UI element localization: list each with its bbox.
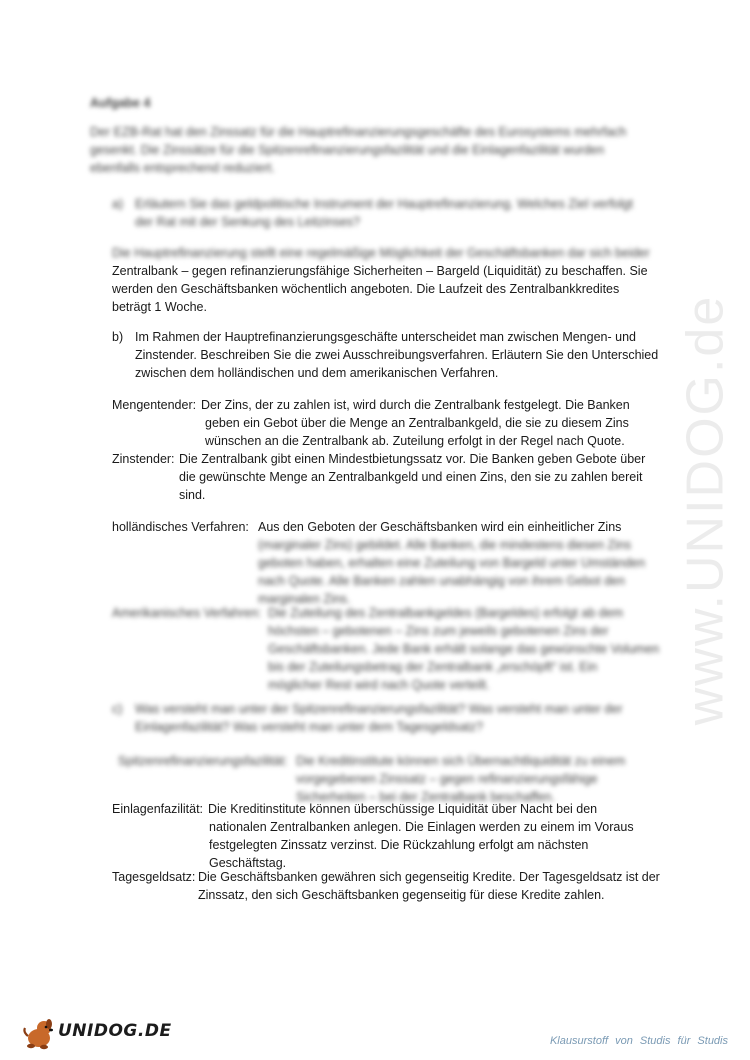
answer-line: Zentralbank – gegen refinanzierungsfähige Sicherheiten – Bargeld (Liquidität) zu beschaffen. Sie <box>112 264 648 278</box>
watermark <box>660 270 750 750</box>
answer-line: beträgt 1 Woche. <box>112 300 207 314</box>
question-line: zwischen dem holländischen und dem amerikanischen Verfahren. <box>135 366 499 380</box>
intro-line: ebenfalls entsprechend reduziert. <box>90 161 275 175</box>
task-title: Aufgabe 4 <box>90 96 151 110</box>
footer-tagline: Klausurstoff von Studis für Studis <box>549 1035 728 1047</box>
question-marker: c) <box>112 702 123 716</box>
definition-line: nach Quote. Alle Banken zahlen unabhängig von ihrem Gebot den <box>258 574 625 588</box>
intro-line: Der EZB-Rat hat den Zinssatz für die Hauptrefinanzierungsgeschäfte des Eurosystems mehrfach <box>90 125 627 139</box>
definition-line: Die Zuteilung des Zentralbankgeldes (Bargeldes) erfolgt ab dem <box>268 606 624 620</box>
dog-mascot-icon <box>22 1016 58 1052</box>
term-label: Amerikanisches Verfahren: <box>112 606 262 620</box>
definition-line: möglicher Rest wird nach Quote verteilt. <box>268 678 490 692</box>
term-label: Spitzenrefinanzierungsfazilität: <box>118 754 288 768</box>
term-label: Mengentender: <box>112 398 197 412</box>
definition-line: Die Zentralbank gibt einen Mindestbietungssatz vor. Die Banken geben Gebote über <box>179 452 646 466</box>
definition-line: Zinssatz, den sich Geschäftsbanken gegenseitig für diese Kredite zahlen. <box>198 888 605 902</box>
definition-line: Die Geschäftsbanken gewähren sich gegenseitig Kredite. Der Tagesgeldsatz ist der <box>198 870 660 884</box>
term-label: Zinstender: <box>112 452 175 466</box>
question-line: Einlagenfazilität? Was versteht man unter dem Tagesgeldsatz? <box>135 720 484 734</box>
term-label: holländisches Verfahren: <box>112 520 249 534</box>
definition-line: marginalen Zins. <box>258 592 351 606</box>
definition-line: Der Zins, der zu zahlen ist, wird durch die Zentralbank festgelegt. Die Banken <box>201 398 630 412</box>
definition-line: vorgegebenen Zinssatz – gegen refinanzierungsfähige <box>296 772 598 786</box>
definition-line: (marginaler Zins) gebildet. Alle Banken, die mindestens diesen Zins <box>258 538 632 552</box>
definition-line: Die Kreditinstitute können überschüssige Liquidität über Nacht bei den <box>208 802 598 816</box>
definition-line: Aus den Geboten der Geschäftsbanken wird ein einheitlicher Zins <box>258 520 622 534</box>
definition-line: geben ein Gebot über die Menge an Zentralbankgeld, die sie zu diesem Zins <box>205 416 629 430</box>
answer-line: Die Hauptrefinanzierung stellt eine regelmäßige Möglichkeit der Geschäftsbanken dar sich beider <box>112 246 650 260</box>
intro-line: gesenkt. Die Zinssätze für die Spitzenrefinanzierungsfazilität und die Einlagenfazilität wurden <box>90 143 605 157</box>
question-line: der Rat mit der Senkung des Leitzinses? <box>135 215 361 229</box>
logo-text: UNIDOG.DE <box>58 1021 172 1041</box>
question-marker: a) <box>112 197 124 211</box>
definition-line: Die Kreditinstitute können sich Übernachtliquidität zu einem <box>296 754 626 768</box>
unidog-logo <box>22 1016 172 1052</box>
question-line: Was versteht man unter der Spitzenrefinanzierungsfazilität? Was versteht man unter der <box>135 702 623 716</box>
definition-line: wünschen an die Zentralbank ab. Zuteilung erfolgt in der Regel nach Quote. <box>205 434 625 448</box>
definition-line: sind. <box>179 488 206 502</box>
definition-line: die gewünschte Menge an Zentralbankgeld und einen Zins, den sie zu zahlen bereit <box>179 470 643 484</box>
definition-line: Geschäftsbanken. Jede Bank erhält solange das gewünschte Volumen <box>268 642 660 656</box>
answer-line: werden den Geschäftsbanken wöchentlich angeboten. Die Laufzeit des Zentralbankkredites <box>112 282 620 296</box>
definition-line: Geschäftstag. <box>209 856 287 870</box>
definition-line: geboten haben, erhalten eine Zuteilung von Bargeld unter Umständen <box>258 556 646 570</box>
definition-line: festgelegten Zinssatz verzinst. Die Rückzahlung erfolgt am nächsten <box>209 838 589 852</box>
term-label: Tagesgeldsatz: <box>112 870 196 884</box>
question-marker: b) <box>112 330 124 344</box>
definition-line: nationalen Zentralbanken anlegen. Die Einlagen werden zu einem im Voraus <box>209 820 634 834</box>
definition-line: bis der Zuteilungsbetrag der Zentralbank „erschöpft“ ist. Ein <box>268 660 598 674</box>
question-line: Im Rahmen der Hauptrefinanzierungsgeschäfte unterscheidet man zwischen Mengen- und <box>135 330 636 344</box>
term-label: Einlagenfazilität: <box>112 802 204 816</box>
question-line: Erläutern Sie das geldpolitische Instrument der Hauptrefinanzierung. Welches Ziel verfolgt <box>135 197 633 211</box>
watermark-text: www.UNIDOG.de <box>676 294 734 726</box>
definition-line: höchsten – gebotenen – Zins zum jeweils gebotenen Zins der <box>268 624 609 638</box>
question-line: Zinstender. Beschreiben Sie die zwei Ausschreibungsverfahren. Erläutern Sie den Unterschied <box>135 348 659 362</box>
definition-line: Sicherheiten – bei der Zentralbank beschaffen. <box>296 790 555 804</box>
